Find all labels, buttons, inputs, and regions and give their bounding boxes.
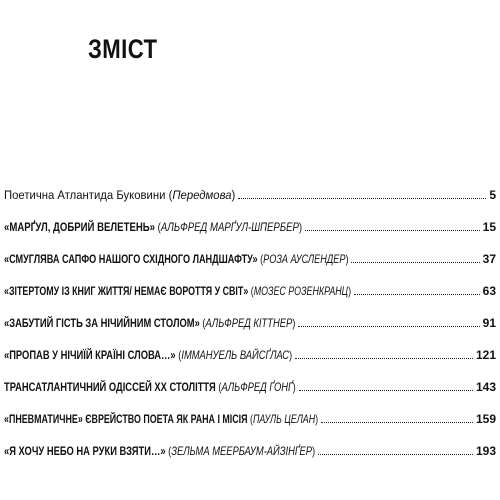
toc-entry-author: ПАУЛЬ ЦЕЛАН — [252, 412, 316, 426]
toc-entry-title: «МАРҐУЛ, ДОБРИЙ ВЕЛЕТЕНЬ» — [4, 220, 156, 234]
toc-page-number: 121 — [475, 348, 496, 362]
dot-leader — [351, 262, 479, 263]
toc-page-number: 143 — [475, 380, 496, 394]
toc-entry-title: ТРАНСАТЛАНТИЧНИЙ ОДІССЕЙ ХХ СТОЛІТТЯ — [4, 380, 216, 394]
toc-entry-author: Передмова — [172, 188, 232, 202]
toc-entry-title: «СМУГЛЯВА САПФО НАШОГО СХІДНОГО ЛАНДШАФТУ» — [4, 252, 258, 266]
dot-leader — [305, 230, 480, 231]
toc-entry-preface[interactable] — [4, 170, 496, 202]
dot-leader — [238, 198, 486, 199]
toc-entry[interactable] — [4, 234, 496, 266]
toc-entry-author: ІММАНУЕЛЬ ВАЙСҐЛАС — [181, 348, 290, 362]
toc-page-number: 91 — [482, 316, 496, 330]
toc-entry-text: Поетична Атлантида Буковини (Передмова) — [4, 188, 236, 202]
dot-leader — [298, 326, 479, 327]
toc-entry-title: «ПНЕВМАТИЧНЕ» ЄВРЕЙСТВО ПОЕТА ЯК РАНА І МІСІЯ — [4, 412, 248, 426]
toc-entry-text: «Я ХОЧУ НЕБО НА РУКИ ВЗЯТИ…» (ЗЕЛЬМА МЕЕРБАУМ-АЙЗІНҐЕР) — [4, 444, 316, 458]
toc-entry-text: «ЗІТЕРТОМУ ІЗ КНИГ ЖИТТЯ/ НЕМАЄ ВОРОТТЯ У СВІТ» (МОЗЕС РОЗЕНКРАНЦ) — [4, 284, 352, 298]
toc-entry[interactable] — [4, 266, 496, 298]
dot-leader — [299, 390, 473, 391]
toc-entry-author: АЛЬФРЕД МАРҐУЛ-ШПЕРБЕР — [160, 220, 299, 234]
toc-page-number: 193 — [475, 444, 496, 458]
toc-entry-text: ТРАНСАТЛАНТИЧНИЙ ОДІССЕЙ ХХ СТОЛІТТЯ (АЛЬФРЕД ҐОНҐ) — [4, 380, 296, 394]
toc-entry-text: «ПНЕВМАТИЧНЕ» ЄВРЕЙСТВО ПОЕТА ЯК РАНА І МІСІЯ (ПАУЛЬ ЦЕЛАН) — [4, 412, 319, 426]
toc-entry-author: РОЗА АУСЛЕНДЕР — [263, 252, 346, 266]
toc-entry-author: ЗЕЛЬМА МЕЕРБАУМ-АЙЗІНҐЕР — [171, 444, 312, 458]
toc-entry[interactable] — [4, 202, 496, 234]
toc-entry-title: «ЗАБУТИЙ ГІСТЬ ЗА НІЧИЙНИМ СТОЛОМ» — [4, 316, 200, 330]
toc-entry[interactable] — [4, 426, 496, 458]
toc-entry-text: «СМУГЛЯВА САПФО НАШОГО СХІДНОГО ЛАНДШАФТУ» (РОЗА АУСЛЕНДЕР) — [4, 252, 349, 266]
dot-leader — [295, 358, 473, 359]
dot-leader — [318, 454, 473, 455]
toc-page-number: 37 — [482, 252, 496, 266]
toc-entry-author: АЛЬФРЕД ҐОНҐ — [221, 380, 293, 394]
toc-page-number: 15 — [482, 220, 496, 234]
toc-entry-text: «ЗАБУТИЙ ГІСТЬ ЗА НІЧИЙНИМ СТОЛОМ» (АЛЬФРЕД КІТТНЕР) — [4, 316, 296, 330]
toc-entry-text: «ПРОПАВ У НІЧИЇЙ КРАЇНІ СЛОВА…» (ІММАНУЕЛЬ ВАЙСҐЛАС) — [4, 348, 293, 362]
toc-page-number: 63 — [482, 284, 496, 298]
toc-entry-title: «ПРОПАВ У НІЧИЇЙ КРАЇНІ СЛОВА…» — [4, 348, 176, 362]
toc-entry-title: «Я ХОЧУ НЕБО НА РУКИ ВЗЯТИ…» — [4, 444, 166, 458]
toc-entry[interactable] — [4, 394, 496, 426]
toc-entry[interactable] — [4, 330, 496, 362]
toc-entry-title: Поетична Атлантида Буковини — [4, 188, 166, 202]
toc-entry-author: АЛЬФРЕД КІТТНЕР — [205, 316, 293, 330]
toc-entry-author: МОЗЕС РОЗЕНКРАНЦ — [253, 284, 349, 298]
toc-page-number: 159 — [475, 412, 496, 426]
toc-entry[interactable] — [4, 298, 496, 330]
page-title: ЗМІСТ — [88, 34, 158, 64]
toc-entry-title: «ЗІТЕРТОМУ ІЗ КНИГ ЖИТТЯ/ НЕМАЄ ВОРОТТЯ У СВІТ» — [4, 284, 249, 298]
toc-page-number: 5 — [489, 188, 496, 202]
dot-leader — [321, 422, 473, 423]
dot-leader — [354, 294, 480, 295]
toc-entry[interactable] — [4, 362, 496, 394]
table-of-contents — [4, 170, 496, 458]
toc-entry-text: «МАРҐУЛ, ДОБРИЙ ВЕЛЕТЕНЬ» (АЛЬФРЕД МАРҐУЛ-ШПЕРБЕР) — [4, 220, 303, 234]
